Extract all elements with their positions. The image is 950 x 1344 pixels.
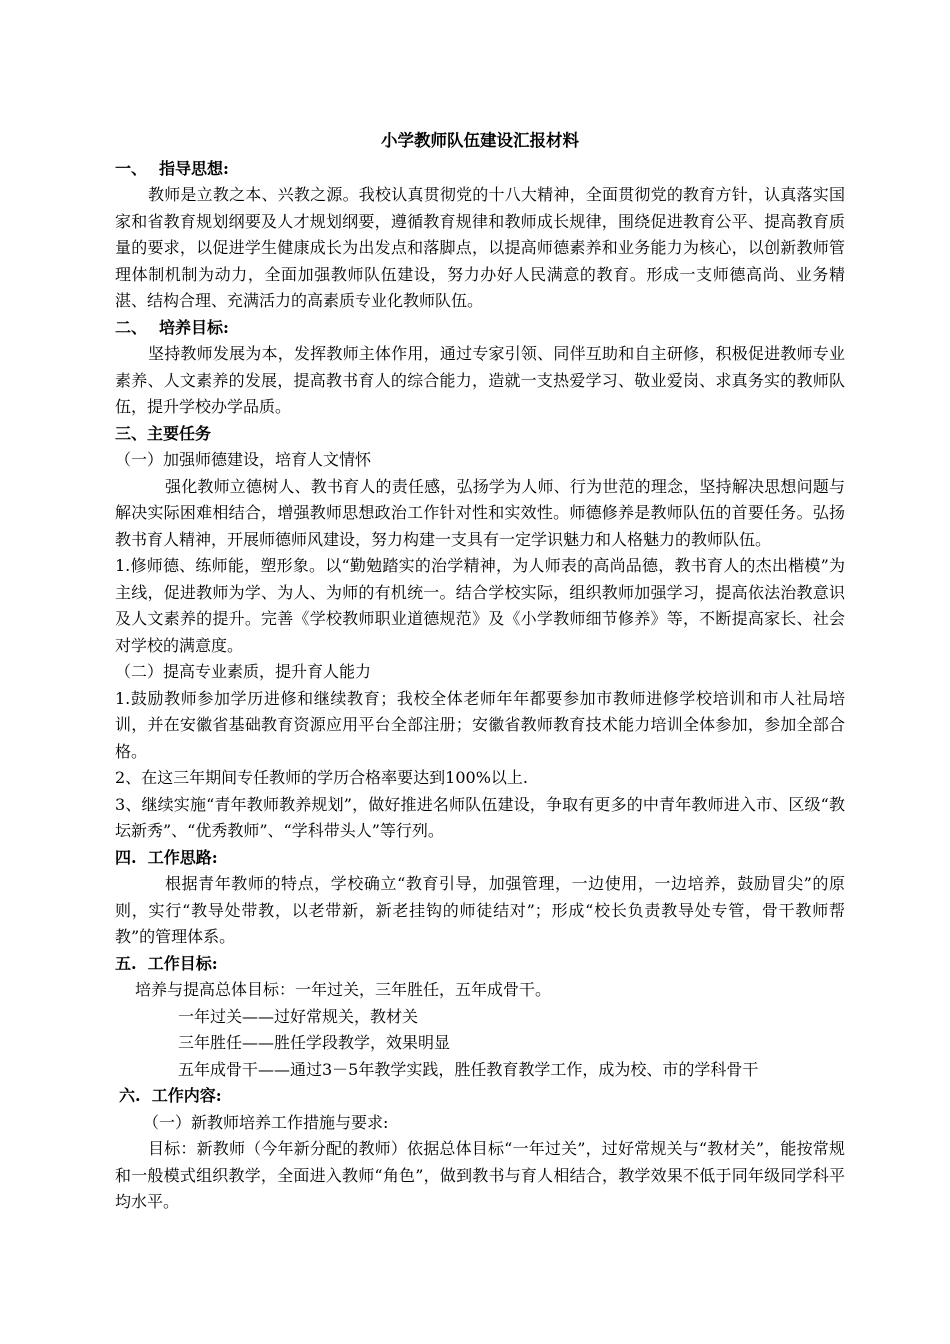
- goal-item: 三年胜任——胜任学段教学，效果明显: [178, 1033, 451, 1052]
- document-page: [115, 128, 845, 1216]
- paragraph: 1.鼓励教师参加学历进修和继续教育；我校全体老师年年都要参加市教师进修学校培训和市人社局培训，并在安徽省基础教育资源应用平台全部注册；安徽省教师教育技术能力培训全体参加，参加全部合格。: [115, 688, 845, 761]
- section-title-2: 培养目标:: [159, 317, 229, 337]
- section-heading-3: 三、主要任务: [115, 423, 212, 443]
- goal-item: 五年成骨干——通过3－5年教学实践，胜任教育教学工作，成为校、市的学科骨干: [178, 1059, 759, 1079]
- paragraph: 3、继续实施“青年教师教养规划”，做好推进名师队伍建设，争取有更多的中青年教师进入市、区级“教坛新秀”、“优秀教师”、“学科带头人”等行列。: [115, 794, 845, 840]
- paragraph: 根据青年教师的特点，学校确立“教育引导，加强管理，一边使用，一边培养，鼓励冒尖”的原则，实行“教导处带教，以老带新，新老挂钩的师徒结对”；形成“校长负责教导处专管，骨干教师帮教”的管理体系。: [115, 874, 845, 946]
- paragraph: 强化教师立德树人、教书育人的责任感，弘扬学为人师、行为世范的理念，坚持解决思想问题与解决实际困难相结合，增强教师思想政治工作针对性和实效性。师德修养是教师队伍的首要任务。弘扬教书育人精神，开展师德师风建设，努力构建一支具有一定学识魅力和人格魅力的教师队伍。: [115, 476, 845, 549]
- section-heading-6: 六. 工作内容:: [119, 1086, 222, 1105]
- subsection-heading: （二）提高专业素质，提升育人能力: [115, 662, 372, 681]
- paragraph: 目标：新教师（今年新分配的教师）依据总体目标“一年过关”，过好常规关与“教材关”，能按常规和一般模式组织教学，全面进入教师“角色”，做到教书与育人相结合，教学效果不低于同年级同学科平均水平。: [115, 1139, 845, 1211]
- goal-item: 一年过关——过好常规关，教材关: [178, 1006, 419, 1026]
- section-heading-1: [115, 156, 845, 183]
- section-heading-2: [115, 315, 845, 342]
- section-number-2: 二、: [115, 317, 148, 337]
- document-title: 小学教师队伍建设汇报材料: [381, 131, 579, 150]
- goal-intro: 培养与提高总体目标：一年过关，三年胜任，五年成骨干。: [135, 980, 552, 999]
- section-heading-4: 四. 工作思路:: [115, 847, 218, 867]
- section-heading-5: 五. 工作目标:: [115, 953, 218, 973]
- paragraph: 教师是立教之本、兴教之源。我校认真贯彻党的十八大精神，全面贯彻党的教育方针，认真落实国家和省教育规划纲要及人才规划纲要，遵循教育规律和教师成长规律，围绕促进教育公平、提高教育质量的要求，以促进学生健康成长为出发点和落脚点，以提高师德素养和业务能力为核心，以创新教师管理体制机制为动力，全面加强教师队伍建设，努力办好人民满意的教育。形成一支师德高尚、业务精湛、结构合理、充满活力的高素质专业化教师队伍。: [115, 185, 845, 310]
- subsection-heading: （一）加强师德建设，培育人文情怀: [115, 450, 372, 469]
- section-number-1: 一、: [115, 158, 148, 178]
- paragraph: 坚持教师发展为本，发挥教师主体作用，通过专家引领、同伴互助和自主研修，积极促进教师专业素养、人文素养的发展，提高教书育人的综合能力，造就一支热爱学习、敬业爱岗、求真务实的教师队伍，提升学校办学品质。: [115, 344, 845, 416]
- paragraph: 2、在这三年期间专任教师的学历合格率要达到100%以上.: [115, 768, 529, 787]
- paragraph: 1.修师德、练师能，塑形象。以“勤勉踏实的治学精神，为人师表的高尚品德，教书育人的杰出楷模”为主线，促进教师为学、为人、为师的有机统一。结合学校实际，组织教师加强学习，提高依法治教意识及人文素养的提升。完善《学校教师职业道德规范》及《小学教师细节修养》等，不断提高家长、社会对学校的满意度。: [115, 556, 845, 655]
- section-title-1: 指导思想:: [159, 158, 229, 178]
- subsection-heading: （一）新教师培养工作措施与要求:: [143, 1112, 389, 1132]
